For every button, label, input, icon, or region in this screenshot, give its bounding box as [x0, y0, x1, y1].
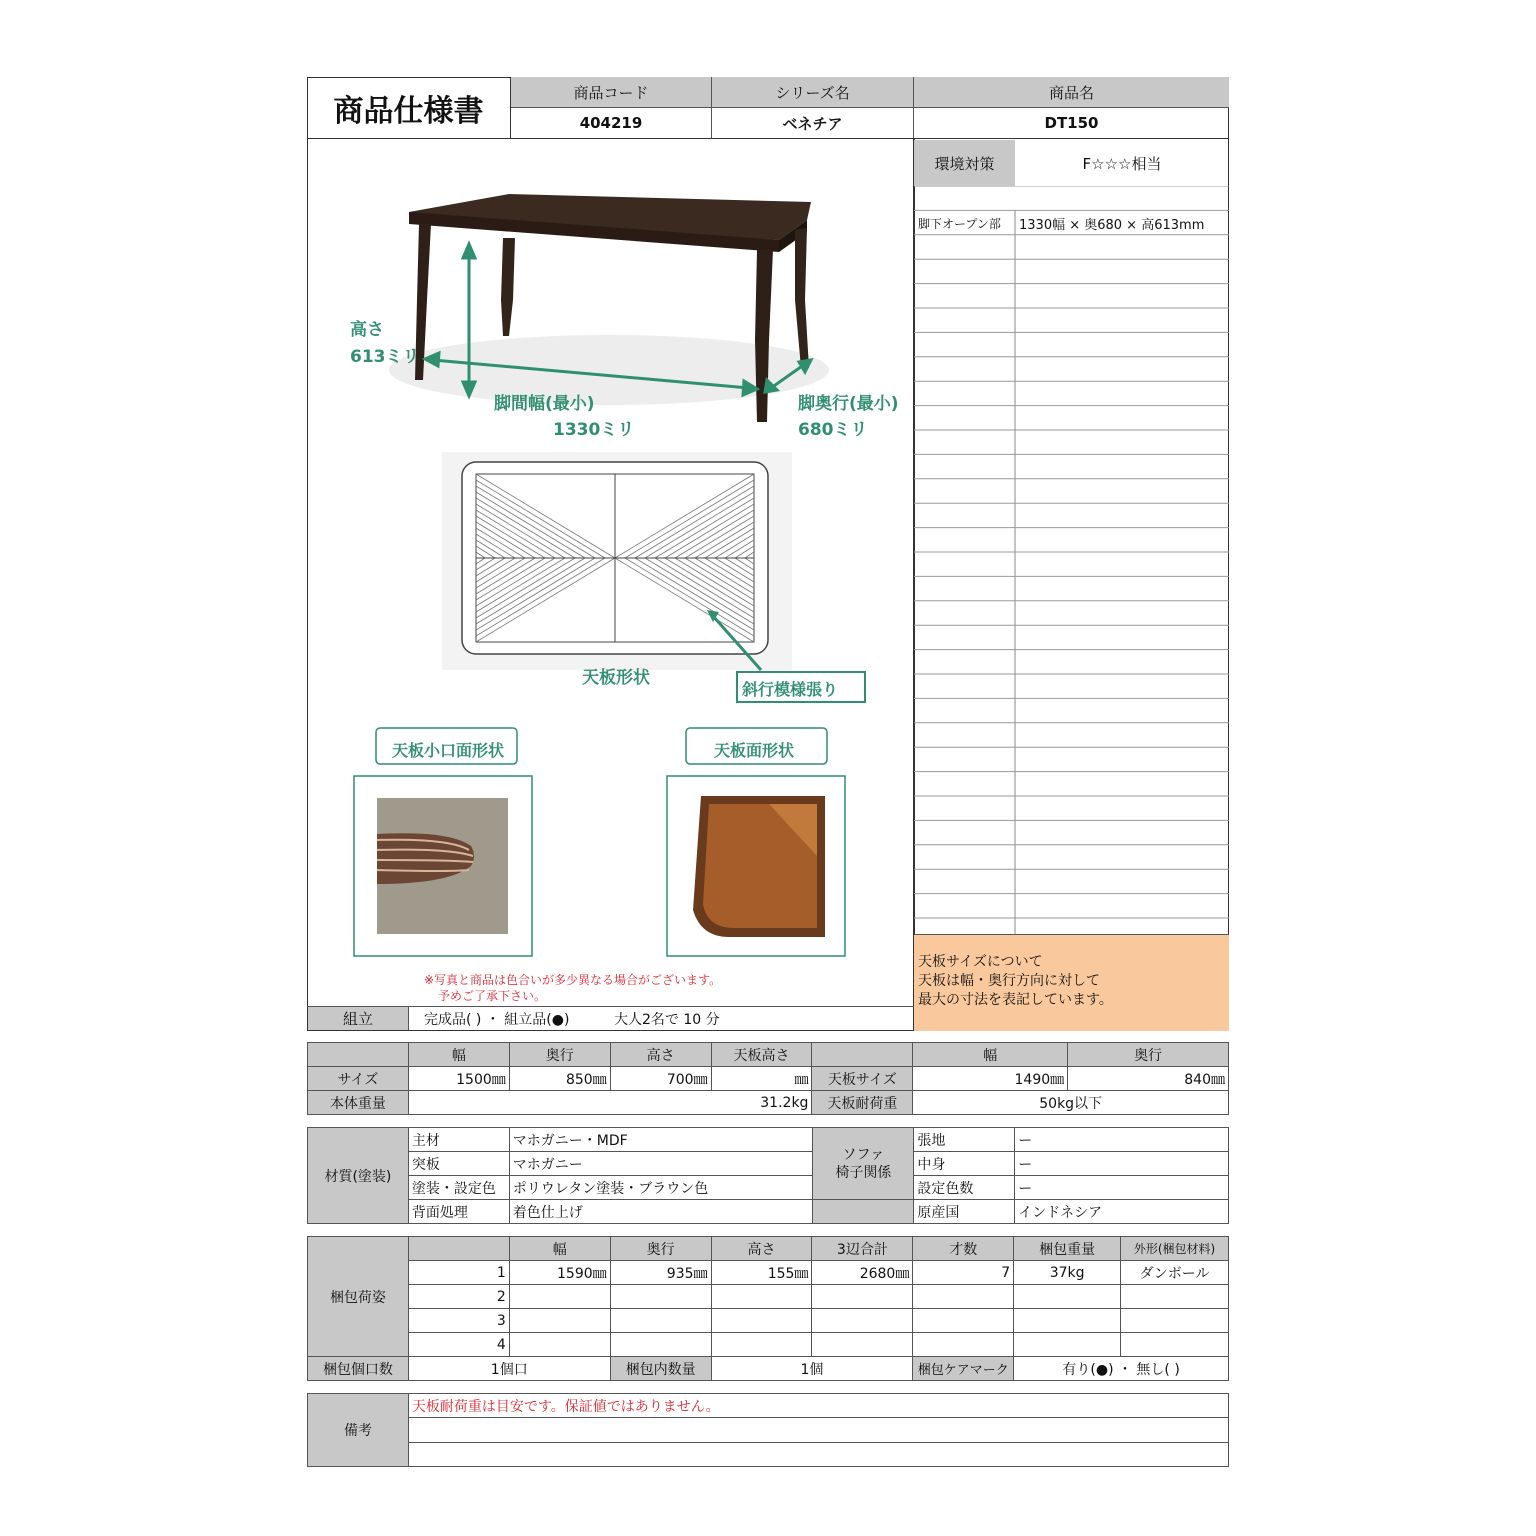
- table-illustration: [389, 194, 829, 422]
- size-top-height: ㎜: [711, 1067, 812, 1091]
- width-value: 1330ミリ: [553, 420, 635, 440]
- package-material: ダンボール: [1121, 1261, 1229, 1285]
- name-label: 商品名: [914, 77, 1229, 108]
- top-size-note-line: 天板は幅・奥行方向に対して: [918, 973, 1100, 989]
- care-mark-value: 有り(●) ・ 無し( ): [1014, 1357, 1229, 1381]
- size-width: 1500㎜: [408, 1067, 509, 1091]
- depth-label: 脚奥行(最小): [798, 394, 899, 414]
- material-label: 材質(塗装): [308, 1128, 409, 1224]
- origin-value: インドネシア: [1015, 1200, 1229, 1224]
- height-label: 高さ: [350, 320, 384, 340]
- depth-value: 680ミリ: [798, 420, 868, 440]
- color-note-2: 予めご了承下さい。: [438, 989, 547, 1003]
- weight-value: 31.2kg: [408, 1091, 812, 1115]
- package-header: 幅: [509, 1237, 610, 1261]
- color-note: ※写真と商品は色合いが多少異なる場合がございます。: [424, 973, 722, 987]
- sofa-label: ソファ 椅子関係: [813, 1128, 914, 1200]
- package-label: 梱包荷姿: [308, 1237, 409, 1357]
- code-label: 商品コード: [511, 77, 712, 108]
- top-size-width: 1490㎜: [913, 1067, 1068, 1091]
- assembly-label: 組立: [308, 1007, 409, 1030]
- package-width: 1590㎜: [509, 1261, 610, 1285]
- height-value: 613ミリ: [350, 347, 420, 367]
- package-header: 外形(梱包材料): [1121, 1237, 1229, 1261]
- material-key: 主材: [408, 1128, 509, 1152]
- size-header: 天板高さ: [711, 1043, 812, 1067]
- remarks-label: 備考: [308, 1394, 409, 1467]
- material-value: ポリウレタン塗装・ブラウン色: [509, 1176, 813, 1200]
- top-size-header: 奥行: [1068, 1043, 1229, 1067]
- package-header: 奥行: [610, 1237, 711, 1261]
- material-table: [307, 1127, 1229, 1224]
- package-row-no: 2: [408, 1285, 509, 1309]
- package-count: 1個口: [408, 1357, 610, 1381]
- sofa-key: 設定色数: [914, 1176, 1015, 1200]
- package-header: 才数: [913, 1237, 1014, 1261]
- material-value: マホガニー・MDF: [509, 1128, 813, 1152]
- open-space-grid: [914, 186, 1229, 934]
- grid-lines: [914, 186, 1229, 934]
- package-weight: 37kg: [1014, 1261, 1121, 1285]
- width-label: 脚間幅(最小): [494, 394, 595, 414]
- sofa-value: ー: [1015, 1176, 1229, 1200]
- series-label: シリーズ名: [712, 77, 914, 108]
- product-name: DT150: [914, 108, 1229, 139]
- top-size-note-line: 天板サイズについて: [918, 954, 1043, 970]
- assembly-time: 大人2名で 10 分: [614, 1011, 720, 1028]
- top-size-depth: 840㎜: [1068, 1067, 1229, 1091]
- top-shape-label: 天板形状: [582, 668, 650, 688]
- size-header: 奥行: [509, 1043, 610, 1067]
- package-volume: 7: [913, 1261, 1014, 1285]
- package-header: 3辺合計: [812, 1237, 913, 1261]
- env-label: 環境対策: [914, 140, 1015, 186]
- open-space-value: 1330幅 × 奥680 × 高613mm: [1019, 217, 1205, 233]
- load-label: 天板耐荷重: [812, 1091, 913, 1115]
- pattern-label: 斜行模様張り: [742, 680, 839, 699]
- material-key: 突板: [408, 1152, 509, 1176]
- package-count-label: 梱包個口数: [308, 1357, 409, 1381]
- material-value: 着色仕上げ: [509, 1200, 813, 1224]
- package-row-no: 3: [408, 1309, 509, 1333]
- package-depth: 935㎜: [610, 1261, 711, 1285]
- series-name: ベネチア: [712, 108, 914, 139]
- top-size-header: 幅: [913, 1043, 1068, 1067]
- size-depth: 850㎜: [509, 1067, 610, 1091]
- package-height: 155㎜: [711, 1261, 812, 1285]
- size-header: 幅: [408, 1043, 509, 1067]
- package-header: 高さ: [711, 1237, 812, 1261]
- material-key: 塗装・設定色: [408, 1176, 509, 1200]
- size-height: 700㎜: [610, 1067, 711, 1091]
- package-table: [307, 1236, 1229, 1381]
- size-row-label: サイズ: [308, 1067, 409, 1091]
- package-sum: 2680㎜: [812, 1261, 913, 1285]
- load-value: 50kg以下: [913, 1091, 1229, 1115]
- package-inner-label: 梱包内数量: [610, 1357, 711, 1381]
- page-title: 商品仕様書: [307, 77, 511, 139]
- size-table: [307, 1042, 1229, 1115]
- care-mark-label: 梱包ケアマーク: [913, 1357, 1014, 1381]
- package-header: 梱包重量: [1014, 1237, 1121, 1261]
- top-size-label: 天板サイズ: [812, 1067, 913, 1091]
- sofa-key: 中身: [914, 1152, 1015, 1176]
- product-diagram: [309, 140, 912, 1008]
- edge-shape-label: 天板小口面形状: [392, 741, 505, 760]
- material-key: 背面処理: [408, 1200, 509, 1224]
- remarks-table: [307, 1393, 1229, 1467]
- sofa-value: ー: [1015, 1128, 1229, 1152]
- size-header: 高さ: [610, 1043, 711, 1067]
- origin-label: 原産国: [914, 1200, 1015, 1224]
- env-value: F☆☆☆相当: [1082, 154, 1162, 173]
- product-code: 404219: [511, 108, 712, 139]
- remarks-text: 天板耐荷重は目安です。保証値ではありません。: [408, 1394, 1228, 1418]
- sofa-key: 張地: [914, 1128, 1015, 1152]
- top-surface-label: 天板面形状: [714, 741, 795, 760]
- weight-label: 本体重量: [308, 1091, 409, 1115]
- open-space-label: 脚下オープン部: [918, 216, 1001, 231]
- top-size-note-line: 最大の寸法を表記しています。: [918, 992, 1113, 1008]
- assembly-value: 完成品( ) ・ 組立品(●): [424, 1011, 570, 1028]
- material-value: マホガニー: [509, 1152, 813, 1176]
- package-inner: 1個: [711, 1357, 913, 1381]
- package-row-no: 1: [408, 1261, 509, 1285]
- package-row-no: 4: [408, 1333, 509, 1357]
- tabletop-plan: [442, 452, 792, 670]
- sofa-value: ー: [1015, 1152, 1229, 1176]
- top-size-note: [914, 934, 1229, 1031]
